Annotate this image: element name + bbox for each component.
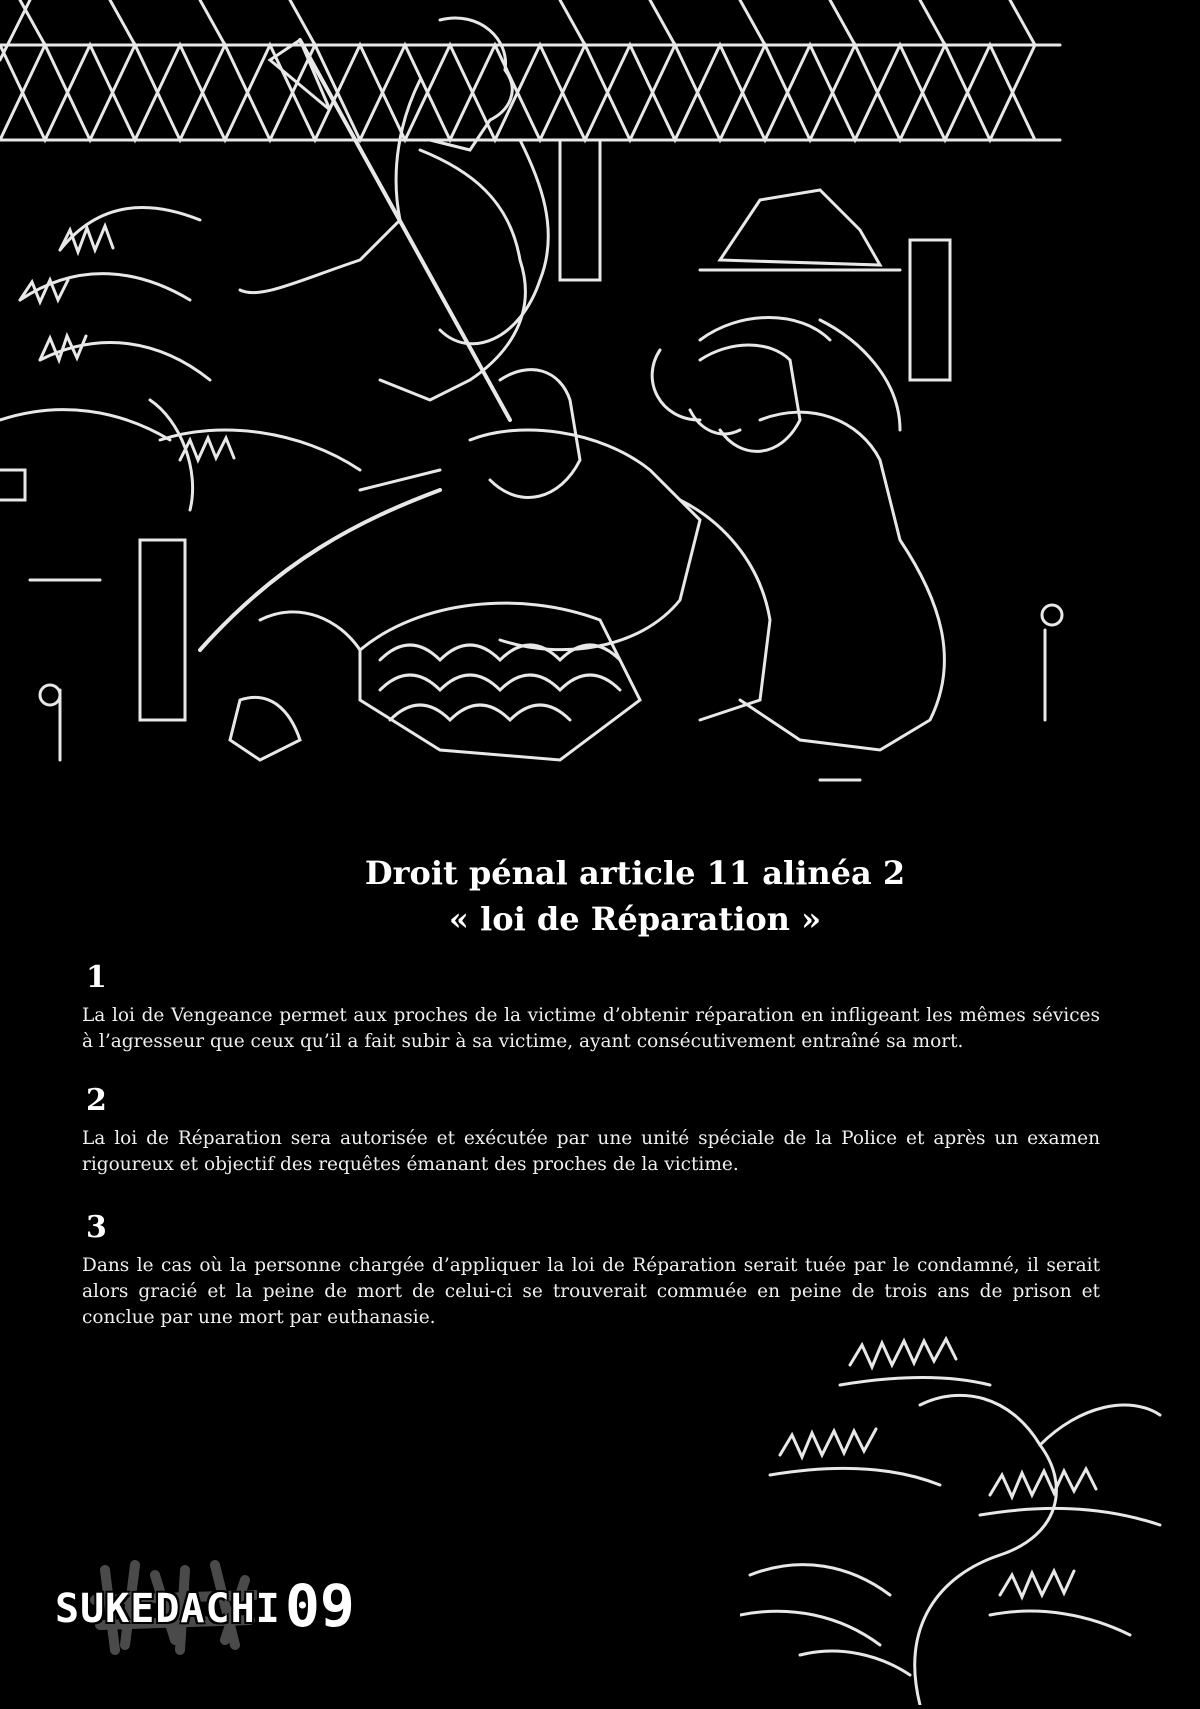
heading-line-1: Droit pénal article 11 alinéa 2 — [364, 854, 906, 892]
volume-number: 09 — [285, 1572, 355, 1640]
page-heading — [0, 850, 1200, 942]
logo-title: SUKEDACHI — [55, 1586, 281, 1632]
article-text: Dans le cas où la personne chargée d’appliquer la loi de Réparation serait tuée par le condamné, il serait alors gracié et la peine de mort de celui-ci se trouverait commuée en peine de trois ans de prison et conclue par une mort par euthanasie. — [82, 1255, 1100, 1328]
article-text: La loi de Vengeance permet aux proches de la victime d’obtenir réparation en infligeant les mêmes sévices à l’agresseur que ceux qu’il a fait subir à sa victime, ayant consécutivement entraîné sa mort. — [82, 1005, 1100, 1052]
article-number: 1 — [86, 960, 107, 995]
article-text: La loi de Réparation sera autorisée et exécutée par une unité spéciale de la Police et après un examen rigoureux et objectif des requêtes émanant des proches de la victime. — [82, 1128, 1100, 1175]
series-logo — [55, 1560, 355, 1655]
article-1 — [82, 960, 1100, 1055]
pine-tree-illustration — [740, 1325, 1180, 1705]
article-3 — [82, 1210, 1100, 1331]
article-2 — [82, 1083, 1100, 1178]
heading-line-2: « loi de Réparation » — [448, 900, 822, 938]
article-number: 2 — [86, 1083, 107, 1118]
woodblock-illustration — [0, 0, 1200, 790]
article-number: 3 — [86, 1210, 107, 1245]
